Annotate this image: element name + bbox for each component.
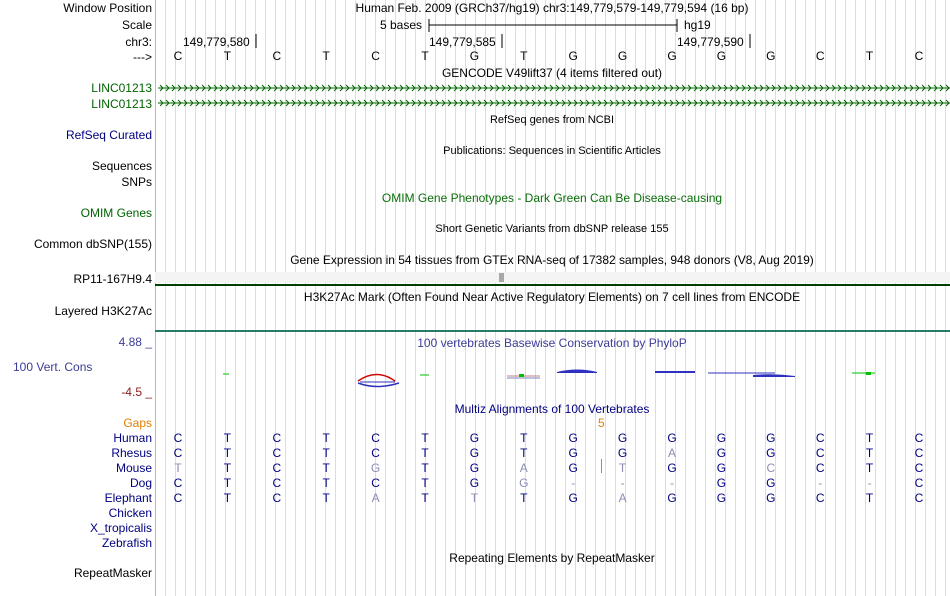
alignment-base: G [469, 461, 480, 475]
alignment-base: C [815, 446, 825, 460]
alignment-base: C [173, 476, 183, 490]
alignment-base: T [322, 431, 330, 445]
repeatmasker-track-title[interactable]: Repeating Elements by RepeatMasker [449, 551, 655, 565]
alignment-base: T [223, 476, 232, 490]
alignment-base: T [865, 461, 874, 475]
species-label-human[interactable]: Human [113, 431, 152, 445]
reference-base: G [667, 49, 677, 63]
label-phylop-min: -4.5 _ [121, 385, 152, 399]
label-repeatmasker[interactable]: RepeatMasker [73, 566, 152, 580]
alignment-base: T [470, 491, 479, 505]
alignment-base: - [867, 476, 872, 490]
alignment-base: T [421, 431, 429, 445]
alignment-base: G [766, 431, 776, 445]
position-title: Human Feb. 2009 (GRCh37/hg19) chr3:149,779,579-149,779,594 (16 bp) [355, 1, 749, 15]
species-label-rhesus[interactable]: Rhesus [111, 446, 152, 460]
alignment-base: - [670, 476, 674, 490]
alignment-base: G [716, 446, 727, 460]
alignment-base: G [617, 446, 628, 460]
alignment-base: C [272, 446, 282, 460]
alignment-base: G [716, 476, 727, 490]
alignment-base: C [914, 476, 924, 490]
reference-base: C [371, 49, 380, 63]
reference-base: T [865, 49, 874, 63]
reference-base: C [914, 49, 924, 63]
alignment-base: C [371, 431, 380, 445]
alignment-base: C [272, 476, 282, 490]
alignment-base: G [766, 446, 776, 460]
species-label-zebrafish[interactable]: Zebrafish [101, 536, 152, 550]
alignment-base: C [766, 461, 776, 475]
alignment-base: C [914, 491, 924, 505]
reference-base: C [272, 49, 282, 63]
gtex-track-band[interactable] [155, 272, 950, 283]
ruler-tick-label: 149,779,590 [677, 35, 744, 49]
label-phylop-max: 4.88 _ [118, 335, 152, 349]
alignment-base: G [469, 446, 480, 460]
alignment-base: T [520, 446, 528, 460]
gaps-count: 5 [598, 416, 605, 430]
alignment-base: G [469, 476, 480, 490]
alignment-base: G [617, 431, 628, 445]
alignment-base: C [173, 446, 183, 460]
label-chr: chr3: [125, 35, 152, 49]
label-layered-h3k27ac[interactable]: Layered H3K27Ac [54, 304, 152, 318]
alignment-base: T [174, 461, 182, 475]
alignment-base: T [223, 446, 232, 460]
reference-base: G [766, 49, 776, 63]
species-label-dog[interactable]: Dog [129, 476, 152, 490]
phylop-track-title[interactable]: 100 vertebrates Basewise Conservation by PhyloP [417, 336, 687, 350]
alignment-base: G [568, 431, 578, 445]
alignment-base: G [766, 476, 776, 490]
species-label-x_tropicalis[interactable]: X_tropicalis [89, 521, 152, 535]
alignment-base: T [223, 431, 232, 445]
species-label-chicken[interactable]: Chicken [108, 506, 152, 520]
alignment-base: T [421, 476, 429, 490]
gtex-track-title[interactable]: Gene Expression in 54 tissues from GTEx RNA-seq of 17382 samples, 948 donors (V8, Aug 2019) [290, 253, 814, 267]
scale-bases-label: 5 bases [380, 18, 423, 32]
label-phylop-track[interactable]: 100 Vert. Cons [13, 360, 93, 374]
label-scale: Scale [121, 18, 152, 32]
alignment-base: C [914, 431, 924, 445]
alignment-base: G [667, 491, 677, 505]
alignment-base: T [322, 461, 330, 475]
alignment-base: G [469, 431, 480, 445]
alignment-base: C [914, 446, 924, 460]
scale-db-label: hg19 [684, 18, 711, 32]
alignment-base: G [766, 491, 776, 505]
phylop-graph[interactable] [155, 362, 950, 392]
alignment-base: C [272, 491, 282, 505]
omim-track-title[interactable]: OMIM Gene Phenotypes - Dark Green Can Be Disease-causing [381, 191, 723, 205]
alignment-base: A [618, 491, 627, 505]
reference-base: G [716, 49, 727, 63]
mouse-insertion-mark [601, 459, 602, 473]
alignment-base: T [322, 446, 330, 460]
reference-base: G [617, 49, 628, 63]
alignment-base: C [272, 461, 282, 475]
alignment-base: T [223, 491, 232, 505]
ruler-tick-label: 149,779,580 [183, 35, 250, 49]
label-gaps[interactable]: Gaps [123, 416, 152, 430]
alignment-base: T [520, 491, 528, 505]
multiz-track-title[interactable]: Multiz Alignments of 100 Vertebrates [454, 402, 650, 416]
alignment-base: T [421, 491, 429, 505]
alignment-base: G [667, 431, 677, 445]
alignment-base: T [520, 431, 528, 445]
alignment-base: T [421, 461, 429, 475]
gencode-track-title[interactable]: GENCODE V49lift37 (4 items filtered out) [441, 66, 663, 80]
alignment-base: C [173, 431, 183, 445]
alignment-base: A [519, 461, 528, 475]
gtex-expression-bar[interactable] [499, 273, 504, 282]
reference-base: T [223, 49, 232, 63]
reference-base: G [568, 49, 578, 63]
label-snps[interactable]: SNPs [121, 175, 152, 189]
reference-base: T [520, 49, 528, 63]
alignment-base: G [568, 446, 578, 460]
alignment-base: - [818, 476, 823, 490]
label-omim-genes[interactable]: OMIM Genes [80, 206, 152, 220]
gencode-gene-lines[interactable] [158, 82, 950, 108]
alignment-base: C [815, 491, 825, 505]
alignment-base: A [667, 446, 676, 460]
alignment-base: T [421, 446, 429, 460]
alignment-base: C [272, 431, 282, 445]
alignment-base: G [568, 491, 578, 505]
alignment-base: C [371, 476, 380, 490]
label-linc01213-1[interactable]: LINC01213 [91, 81, 152, 95]
alignment-base: C [173, 491, 183, 505]
label-linc01213-2[interactable]: LINC01213 [91, 97, 152, 111]
label-sequences[interactable]: Sequences [91, 159, 152, 173]
alignment-base: T [865, 491, 874, 505]
label-common-dbsnp[interactable]: Common dbSNP(155) [33, 237, 152, 251]
scale-bar [428, 18, 680, 34]
reference-base: T [421, 49, 429, 63]
label-rp11[interactable]: RP11-167H9.4 [73, 272, 152, 286]
species-label-mouse[interactable]: Mouse [115, 461, 152, 475]
alignment-base: G [716, 461, 727, 475]
alignment-base: G [370, 461, 381, 475]
alignment-base: T [223, 461, 232, 475]
alignment-base: G [716, 491, 727, 505]
alignment-base: G [568, 461, 578, 475]
label-refseq-curated[interactable]: RefSeq Curated [65, 128, 152, 142]
alignment-base: - [620, 476, 625, 490]
refseq-track-title[interactable]: RefSeq genes from NCBI [489, 114, 615, 126]
reference-base: T [322, 49, 330, 63]
alignment-base: T [618, 461, 627, 475]
alignment-base: A [371, 491, 380, 505]
reference-base: G [469, 49, 480, 63]
alignment-base: T [865, 446, 874, 460]
ruler-tick-label: 149,779,585 [429, 35, 496, 49]
alignment-base: G [667, 461, 677, 475]
alignment-base: C [815, 461, 825, 475]
alignment-base: G [519, 476, 529, 490]
alignment-base: G [716, 431, 727, 445]
alignment-base: T [865, 431, 874, 445]
h3k27ac-track-title[interactable]: H3K27Ac Mark (Often Found Near Active Regulatory Elements) on 7 cell lines from ENCODE [303, 290, 801, 304]
label-window-position: Window Position [63, 1, 152, 15]
track-separator [155, 284, 950, 286]
publications-track-title[interactable]: Publications: Sequences in Scientific Articles [443, 145, 661, 157]
alignment-base: C [371, 446, 380, 460]
reference-base: C [173, 49, 183, 63]
reference-base: C [815, 49, 825, 63]
alignment-base: C [815, 431, 825, 445]
label-strand-arrow: ---> [133, 50, 152, 64]
alignment-base: T [322, 476, 330, 490]
alignment-base: - [571, 476, 576, 490]
alignment-base: T [322, 491, 330, 505]
species-label-elephant[interactable]: Elephant [104, 491, 152, 505]
h3k27ac-signal-line[interactable] [155, 330, 950, 332]
alignment-base: C [914, 461, 924, 475]
ruler-tick-marks [155, 34, 950, 50]
dbsnp-track-title[interactable]: Short Genetic Variants from dbSNP release 155 [435, 223, 669, 235]
